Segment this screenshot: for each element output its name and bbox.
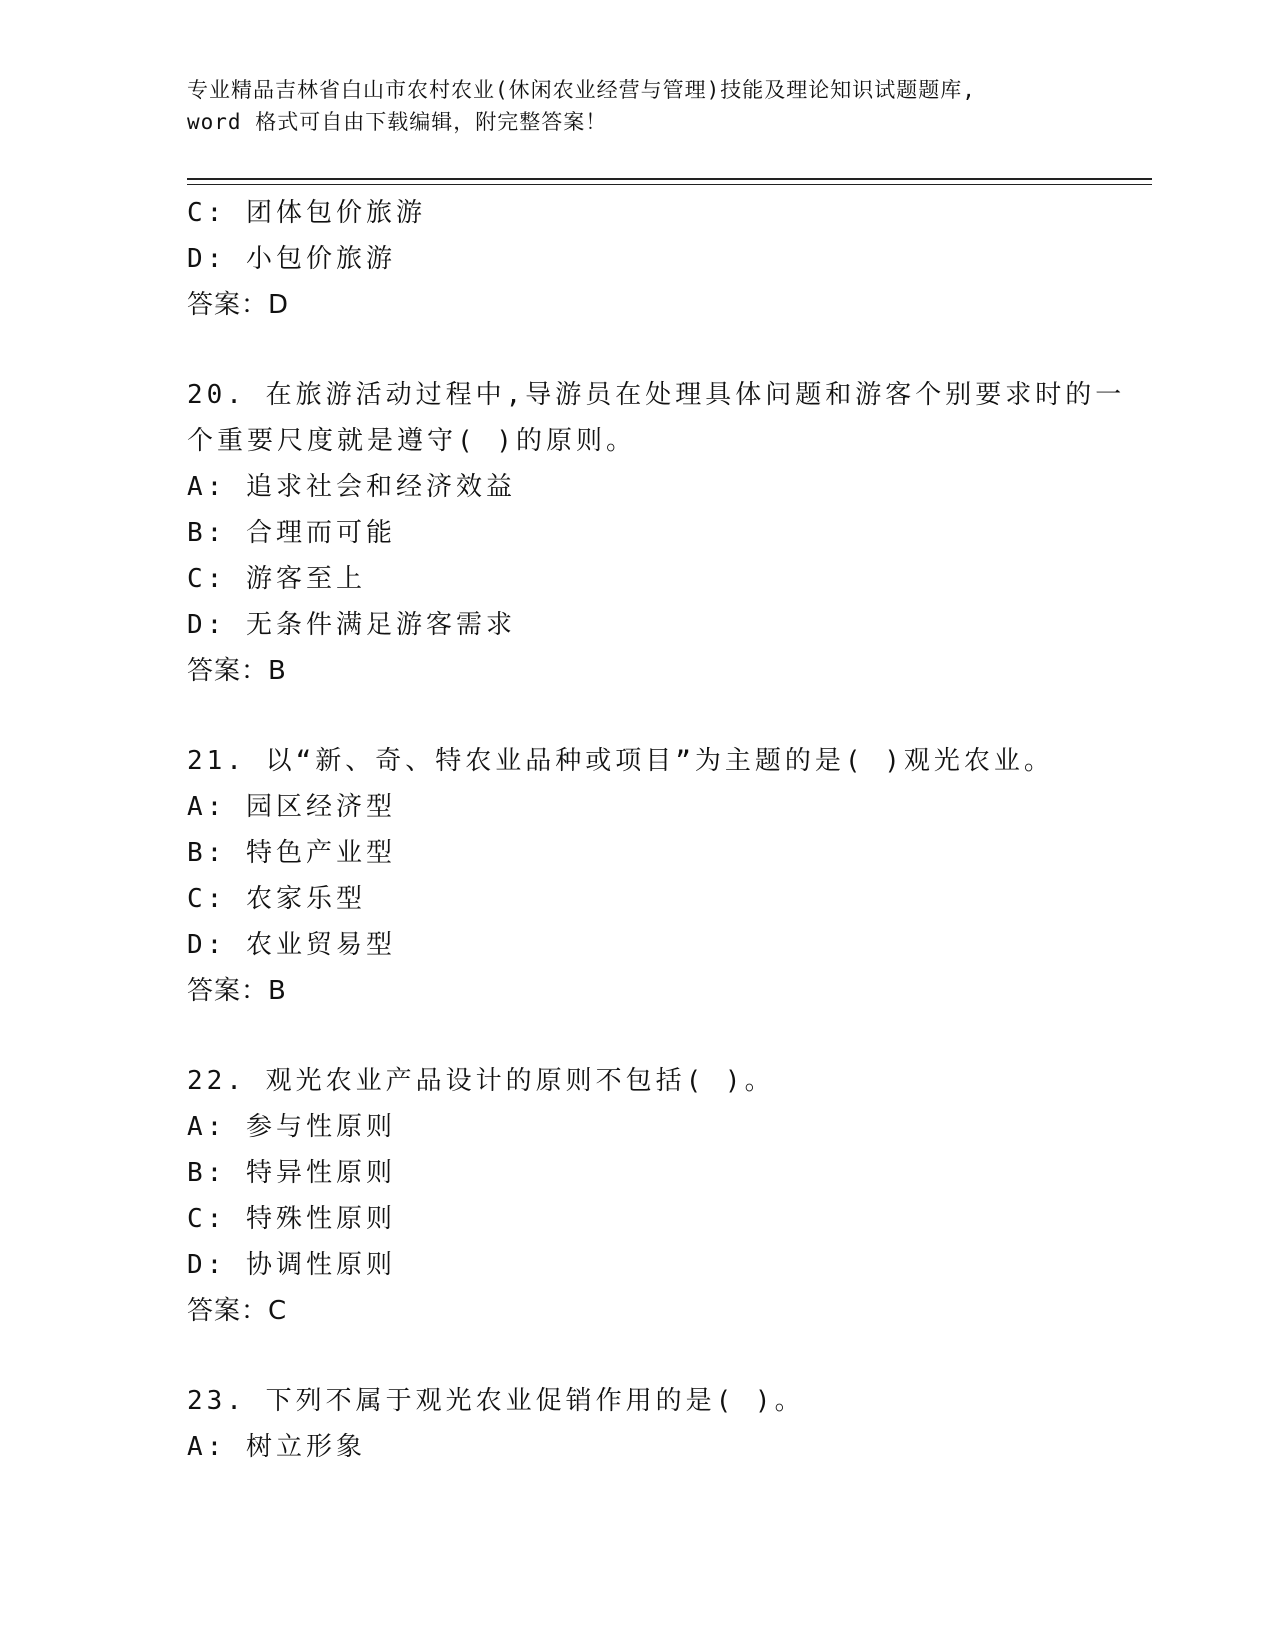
answer-line: 答案：B bbox=[187, 976, 287, 1006]
option-d: D: 农业贸易型 bbox=[187, 930, 396, 960]
header-title-line-1: 专业精品吉林省白山市农村农业(休闲农业经营与管理)技能及理论知识试题题库, bbox=[187, 78, 976, 102]
option-b: B: 特色产业型 bbox=[187, 838, 396, 868]
answer-line: 答案：B bbox=[187, 656, 287, 686]
option-a: A: 树立形象 bbox=[187, 1432, 366, 1462]
question-list bbox=[187, 190, 1147, 1470]
option-c: C: 游客至上 bbox=[187, 564, 366, 594]
question-stem-line-1: 23. 下列不属于观光农业促销作用的是( )。 bbox=[187, 1386, 805, 1416]
question-20 bbox=[187, 372, 1147, 694]
question-stem-line-1: 21. 以“新、奇、特农业品种或项目”为主题的是( )观光农业。 bbox=[187, 746, 1054, 776]
spacer bbox=[187, 694, 1147, 738]
option-d: D: 协调性原则 bbox=[187, 1250, 396, 1280]
spacer bbox=[187, 1334, 1147, 1378]
question-19-tail bbox=[187, 190, 1147, 328]
question-23 bbox=[187, 1378, 1147, 1470]
question-22 bbox=[187, 1058, 1147, 1334]
question-stem-line-1: 20. 在旅游活动过程中,导游员在处理具体问题和游客个别要求时的一 bbox=[187, 380, 1126, 410]
option-c: C: 农家乐型 bbox=[187, 884, 366, 914]
option-d: D: 无条件满足游客需求 bbox=[187, 610, 516, 640]
option-c: C: 特殊性原则 bbox=[187, 1204, 396, 1234]
document-header bbox=[187, 74, 1087, 138]
question-stem-line-2: 个重要尺度就是遵守( )的原则。 bbox=[187, 426, 636, 456]
spacer bbox=[187, 328, 1147, 372]
header-title-line-2: word 格式可自由下载编辑，附完整答案！ bbox=[187, 110, 608, 134]
option-b: B: 特异性原则 bbox=[187, 1158, 396, 1188]
header-divider-thin bbox=[187, 184, 1152, 185]
question-stem-line-1: 22. 观光农业产品设计的原则不包括( )。 bbox=[187, 1066, 775, 1096]
option-d: D: 小包价旅游 bbox=[187, 244, 396, 274]
option-a: A: 参与性原则 bbox=[187, 1112, 396, 1142]
answer-line: 答案：C bbox=[187, 1296, 288, 1326]
answer-line: 答案：D bbox=[187, 290, 290, 320]
option-a: A: 园区经济型 bbox=[187, 792, 396, 822]
question-21 bbox=[187, 738, 1147, 1014]
spacer bbox=[187, 1014, 1147, 1058]
option-a: A: 追求社会和经济效益 bbox=[187, 472, 516, 502]
header-divider-thick bbox=[187, 178, 1152, 180]
option-b: B: 合理而可能 bbox=[187, 518, 396, 548]
option-c: C: 团体包价旅游 bbox=[187, 198, 426, 228]
